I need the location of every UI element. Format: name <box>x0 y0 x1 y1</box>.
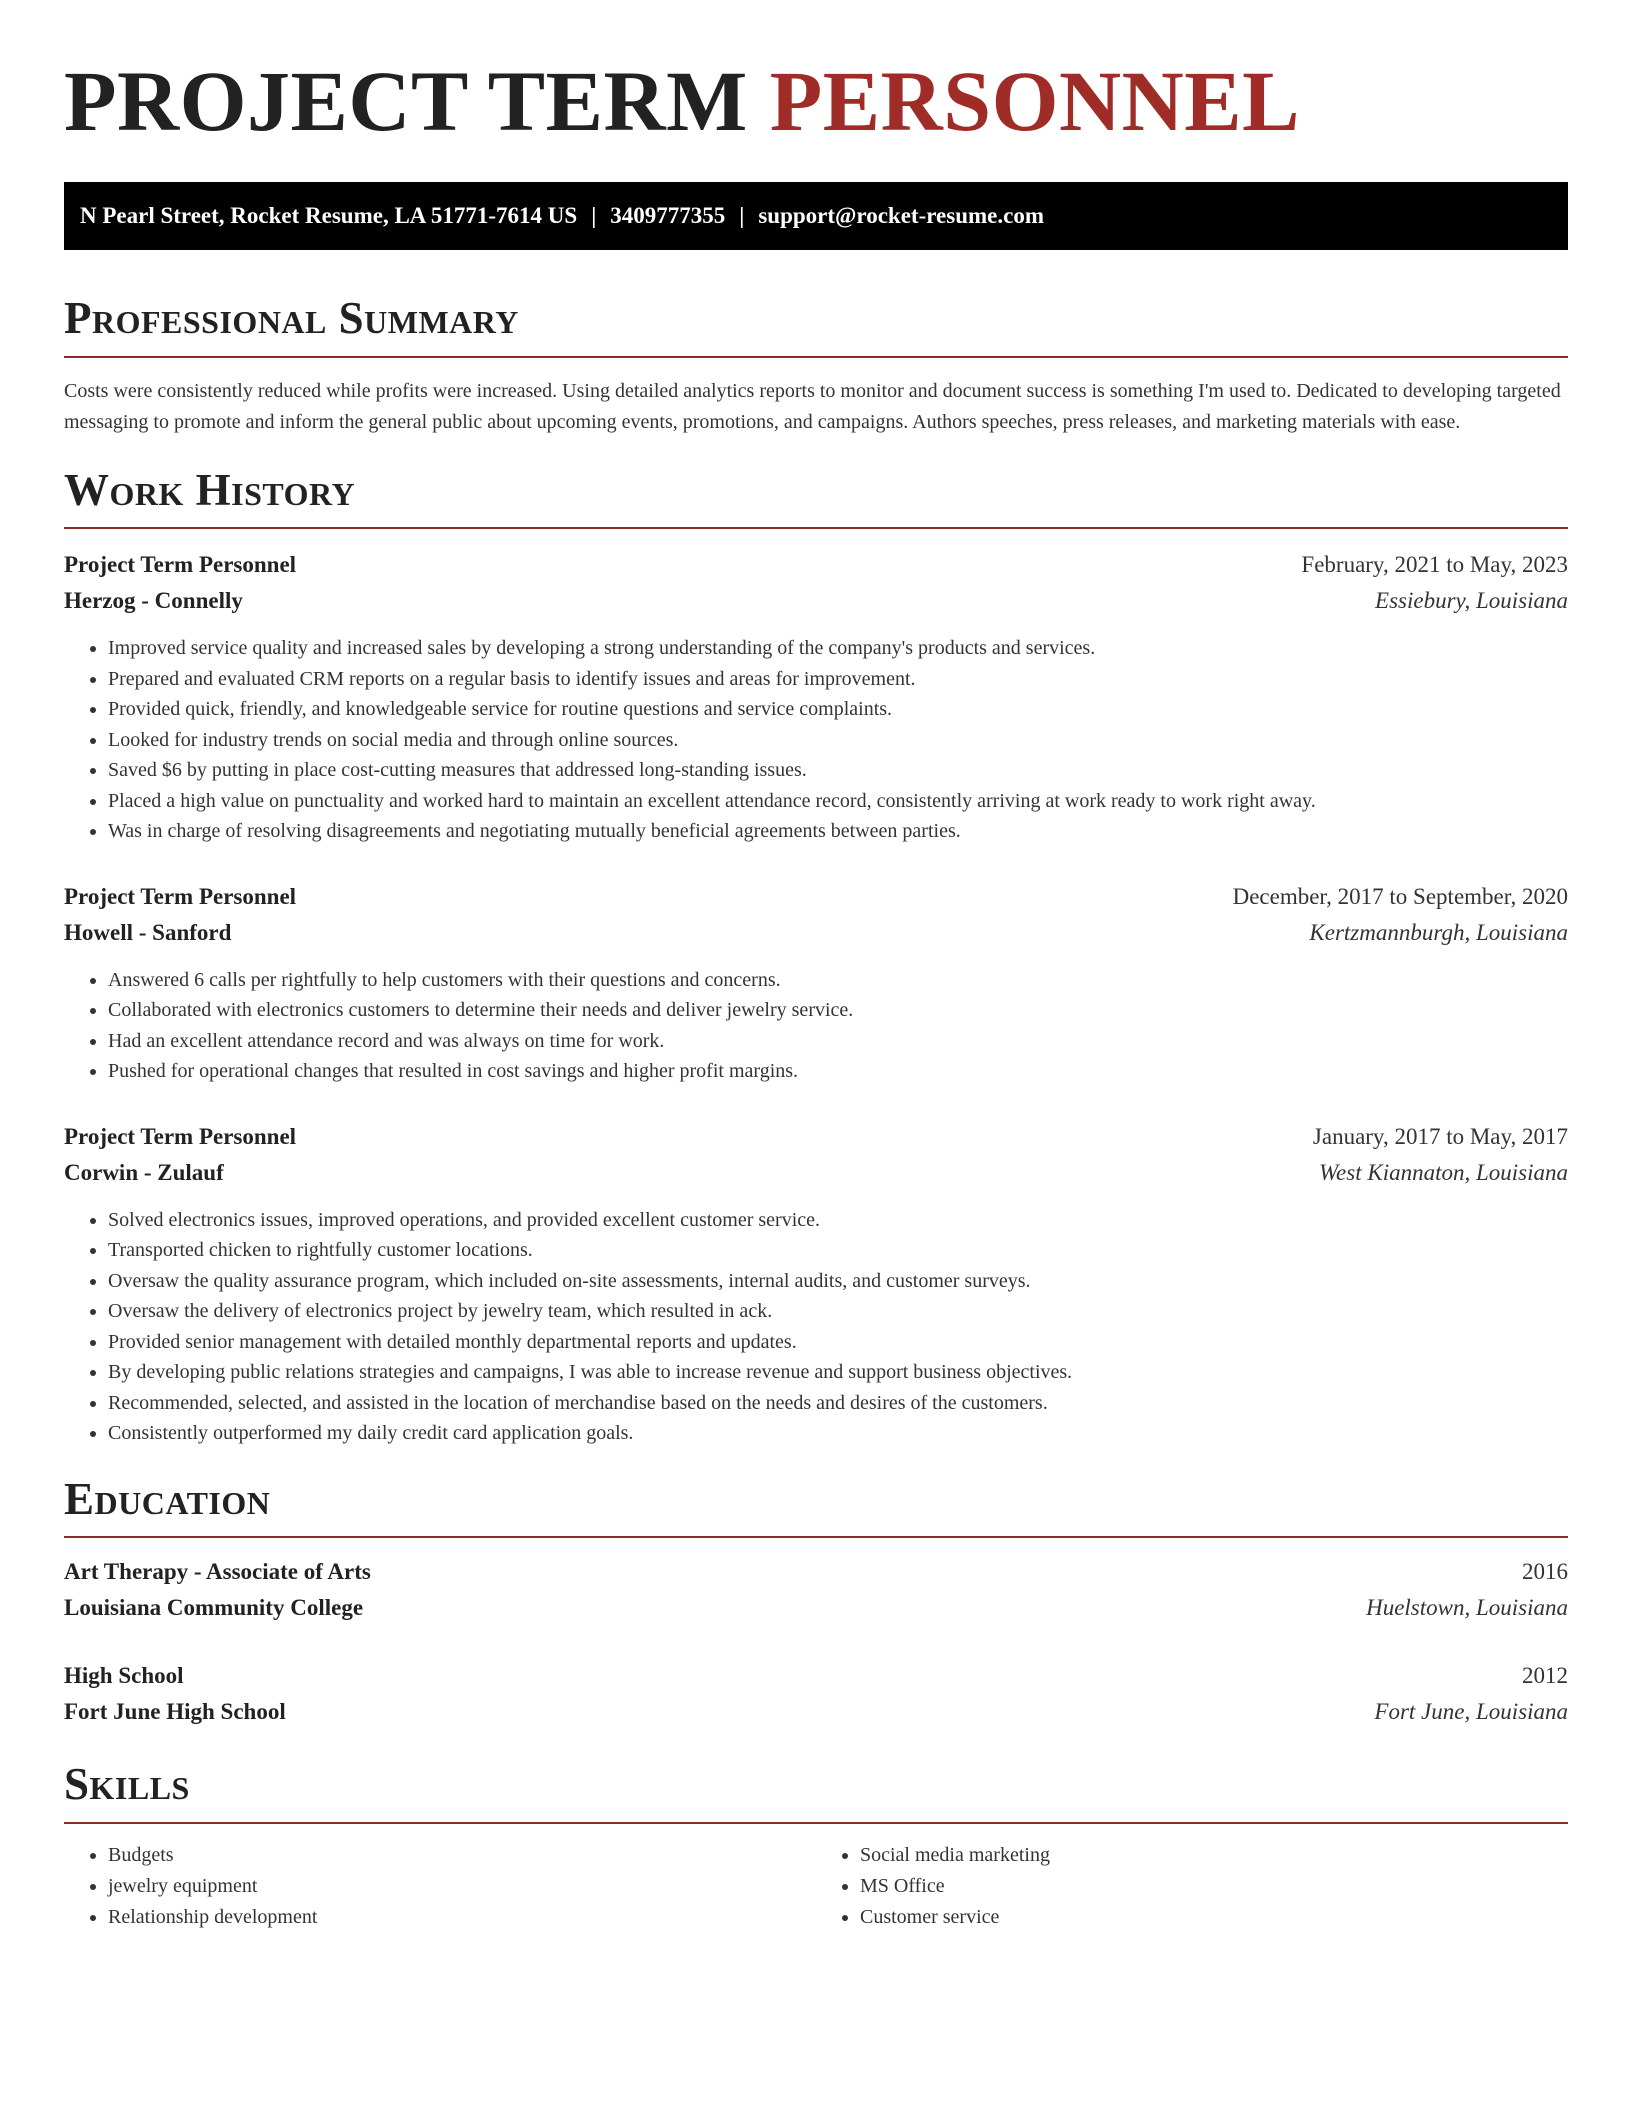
job-dates: January, 2017 to May, 2017 <box>1312 1123 1568 1149</box>
job-location: West Kiannaton, Louisiana <box>1319 1159 1568 1185</box>
education-entry <box>64 1554 1568 1626</box>
skill-item: • Budgets <box>108 1840 816 1871</box>
education-degree: Art Therapy - Associate of Arts <box>64 1559 371 1584</box>
education-year: 2012 <box>1522 1663 1568 1688</box>
education-school: Louisiana Community College <box>64 1595 364 1620</box>
job-bullet: • Improved service quality and increased sales by developing a strong understanding of the company's products and services. <box>108 633 1568 664</box>
section-title-skills: Skills <box>64 1760 1568 1824</box>
job-location: Kertzmannburgh, Louisiana <box>1309 919 1568 945</box>
job-company: Howell - Sanford <box>64 919 232 945</box>
skills-list-right <box>816 1840 1568 1933</box>
job-location: Essiebury, Louisiana <box>1375 588 1568 613</box>
skill-item: • Customer service <box>860 1902 1568 1933</box>
job-bullet: • Pushed for operational changes that resulted in cost savings and higher profit margins. <box>108 1056 1568 1087</box>
skill-item: • MS Office <box>860 1871 1568 1902</box>
job-bullet: • Transported chicken to rightfully customer locations. <box>108 1235 1568 1266</box>
job-bullet: • Saved $6 by putting in place cost-cutting measures that addressed long-standing issues. <box>108 755 1568 786</box>
job-bullet: • Solved electronics issues, improved operations, and provided excellent customer service. <box>108 1205 1568 1236</box>
job-role: Project Term Personnel <box>64 552 297 577</box>
education-location: Huelstown, Louisiana <box>1366 1595 1568 1620</box>
skills-section <box>64 1760 1568 1933</box>
education-location: Fort June, Louisiana <box>1374 1699 1568 1724</box>
job-bullet: • Provided senior management with detailed monthly departmental reports and updates. <box>108 1327 1568 1358</box>
summary-text: Costs were consistently reduced while profits were increased. Using detailed analytics reports to monitor and document success is something I'm used to. Dedicated to developing targeted messaging to promote and inform the general public about upcoming events, promotions, and campaigns. Authors speeches, press releases, and marketing materials with ease. <box>64 379 1561 433</box>
resume-name <box>64 53 1568 149</box>
job-bullet: • By developing public relations strategies and campaigns, I was able to increase revenue and support business objectives. <box>108 1357 1568 1388</box>
job-bullet: • Provided quick, friendly, and knowledgeable service for routine questions and service complaints. <box>108 694 1568 725</box>
job-bullets <box>64 965 1568 1087</box>
skills-list-left <box>64 1840 816 1933</box>
job-dates: February, 2021 to May, 2023 <box>1301 552 1568 577</box>
job-entry <box>64 879 1568 1087</box>
skill-item: • jewelry equipment <box>108 1871 816 1902</box>
education-school: Fort June High School <box>64 1699 286 1724</box>
job-company: Herzog - Connelly <box>64 588 243 613</box>
contact-phone: 3409777355 <box>610 203 726 228</box>
job-bullets <box>64 1205 1568 1449</box>
contact-separator: | <box>739 203 745 228</box>
job-bullet: • Placed a high value on punctuality and worked hard to maintain an excellent attendance record, consistently arriving at work ready to work right away. <box>108 786 1568 817</box>
job-bullet: • Answered 6 calls per rightfully to help customers with their questions and concerns. <box>108 965 1568 996</box>
job-bullet: • Consistently outperformed my daily credit card application goals. <box>108 1418 1568 1449</box>
job-bullet: • Collaborated with electronics customers to determine their needs and deliver jewelry service. <box>108 995 1568 1026</box>
skill-item: • Relationship development <box>108 1902 816 1933</box>
section-title-summary: Professional Summary <box>64 294 1568 358</box>
job-bullet: • Was in charge of resolving disagreements and negotiating mutually beneficial agreements between parties. <box>108 816 1568 847</box>
job-entry <box>64 547 1568 847</box>
section-title-work-history: Work History <box>64 466 1568 530</box>
job-dates: December, 2017 to September, 2020 <box>1232 883 1568 909</box>
job-role: Project Term Personnel <box>64 1123 297 1149</box>
section-title-education: Education <box>64 1475 1568 1539</box>
first-name: PROJECT TERM <box>64 53 748 149</box>
contact-separator: | <box>591 203 597 228</box>
contact-bar <box>64 182 1568 250</box>
last-name: PERSONNEL <box>769 53 1300 149</box>
skill-item: • Social media marketing <box>860 1840 1568 1871</box>
job-bullet: • Prepared and evaluated CRM reports on a regular basis to identify issues and areas for improvement. <box>108 664 1568 695</box>
job-bullets <box>64 633 1568 847</box>
job-bullet: • Looked for industry trends on social media and through online sources. <box>108 725 1568 756</box>
job-entry <box>64 1119 1568 1449</box>
job-bullet: • Oversaw the delivery of electronics project by jewelry team, which resulted in ack. <box>108 1296 1568 1327</box>
job-company: Corwin - Zulauf <box>64 1159 224 1185</box>
contact-email[interactable]: support@rocket-resume.com <box>758 203 1044 228</box>
education-year: 2016 <box>1522 1559 1568 1584</box>
job-bullet: • Oversaw the quality assurance program, which included on-site assessments, internal audits, and customer surveys. <box>108 1266 1568 1297</box>
education-section <box>64 1475 1568 1731</box>
job-role: Project Term Personnel <box>64 883 297 909</box>
work-history-section <box>64 466 1568 1449</box>
education-entry <box>64 1658 1568 1730</box>
job-bullet: • Had an excellent attendance record and was always on time for work. <box>108 1026 1568 1057</box>
education-degree: High School <box>64 1663 184 1688</box>
skills-grid <box>64 1840 1568 1933</box>
summary-section <box>64 294 1568 438</box>
contact-address: N Pearl Street, Rocket Resume, LA 51771-7614 US <box>80 203 578 228</box>
job-bullet: • Recommended, selected, and assisted in the location of merchandise based on the needs and desires of the customers. <box>108 1388 1568 1419</box>
